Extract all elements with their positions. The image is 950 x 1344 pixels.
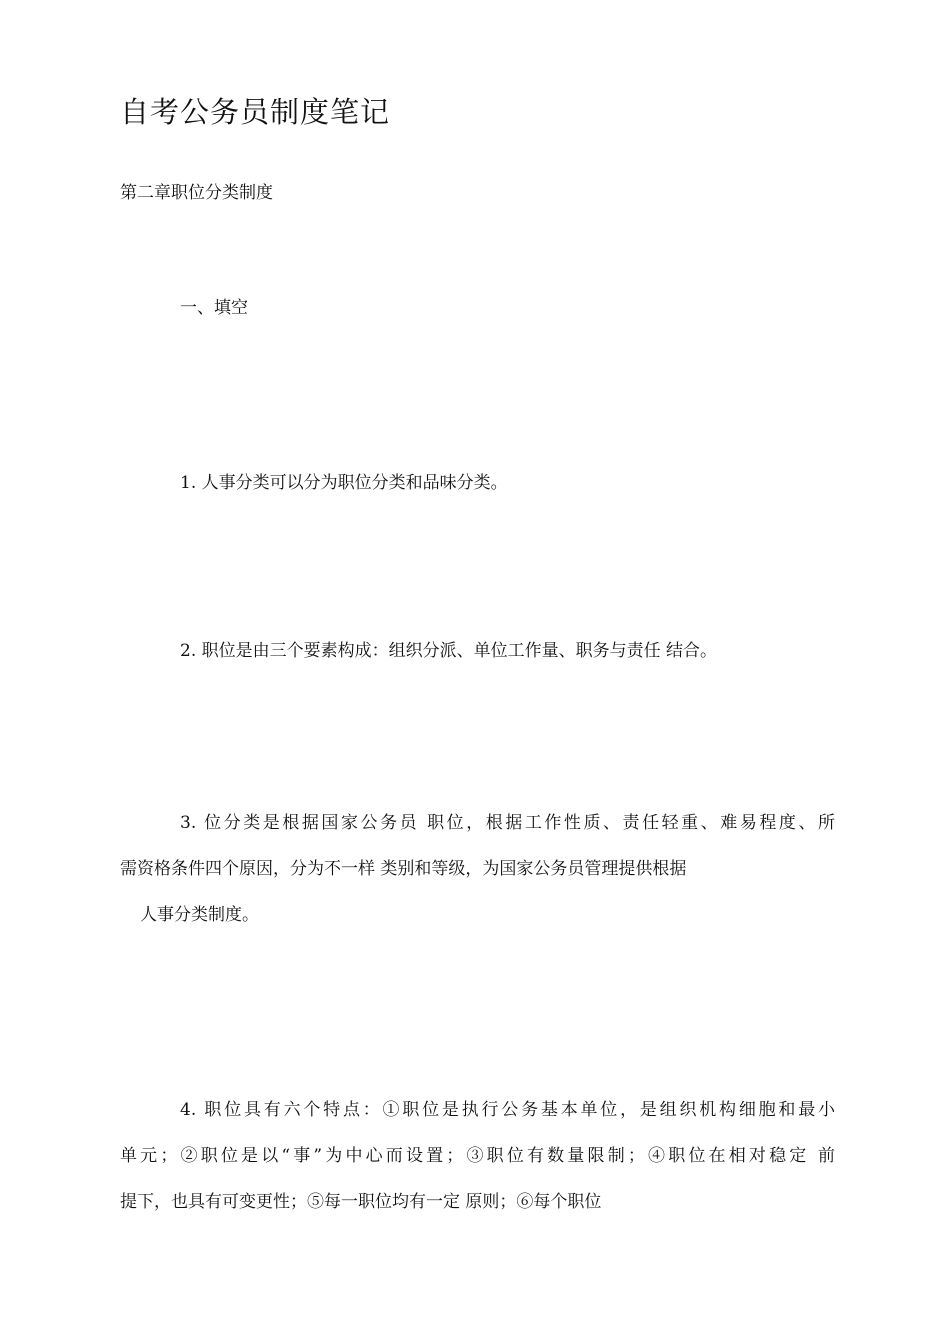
item-line: 4. 职位具有六个特点：①职位是执行公务基本单位，是组织机构细胞和最小 [180, 1100, 835, 1120]
fill-in-item-1 [120, 470, 835, 516]
item-line: 3. 位分类是根据国家公务员 职位，根据工作性质、责任轻重、难易程度、所 [180, 813, 835, 833]
item-line: 1. 人事分类可以分为职位分类和品味分类。 [180, 473, 508, 493]
item-line: 2. 职位是由三个要素构成：组织分派、单位工作量、职务与责任 结合。 [180, 641, 718, 661]
fill-in-item-4 [120, 1097, 835, 1235]
fill-in-item-3 [120, 810, 835, 948]
section-heading: 一、填空 [180, 298, 248, 318]
item-line: 单元；②职位是以“事”为中心而设置；③职位有数量限制；④职位在相对稳定 前 [120, 1146, 835, 1166]
chapter-heading: 第二章职位分类制度 [120, 183, 273, 203]
document-title: 自考公务员制度笔记 [120, 95, 391, 129]
fill-in-item-2 [120, 638, 835, 684]
item-line: 人事分类制度。 [140, 905, 259, 925]
item-line: 提下，也具有可变更性；⑤每一职位均有一定 原则；⑥每个职位 [120, 1192, 602, 1212]
item-line: 需资格条件四个原因，分为不一样 类别和等级，为国家公务员管理提供根据 [120, 859, 687, 879]
